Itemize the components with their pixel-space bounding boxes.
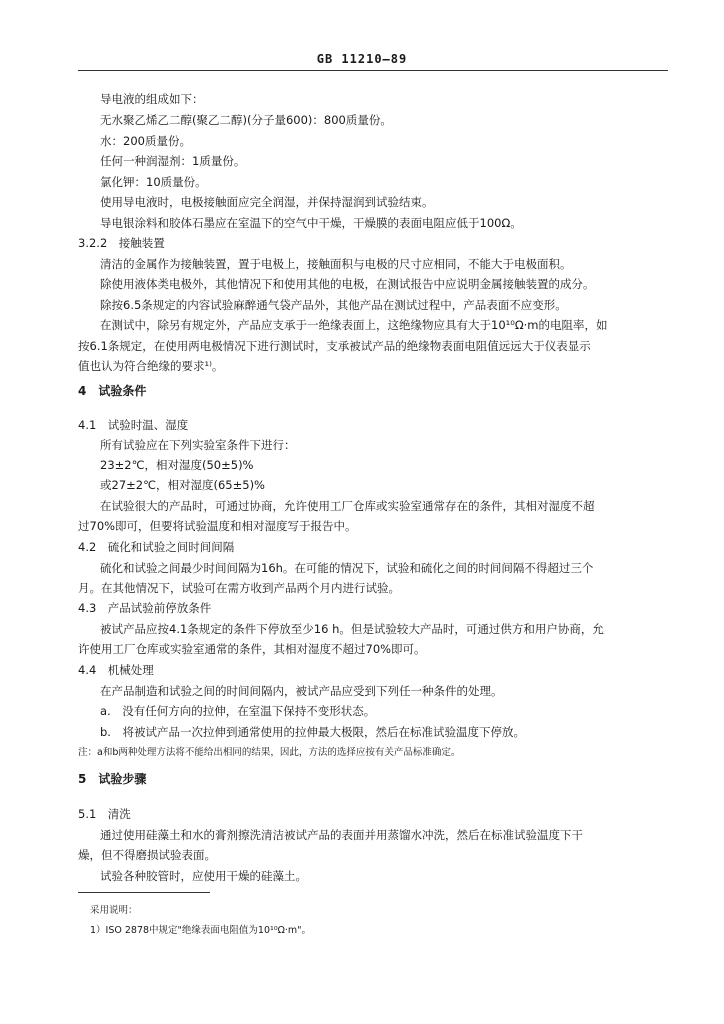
section-heading: 5 试验步骤 xyxy=(78,772,147,786)
text-line: 水：200质量份。 xyxy=(100,134,191,148)
text-line: 月。在其他情况下，试验可在需方收到产品两个月内进行试验。 xyxy=(78,581,400,595)
text-line: 清洁的金属作为接触装置，置于电极上，接触面积与电极的尺寸应相同，不能大于电极面积。 xyxy=(100,257,572,271)
text-line: 或27±2℃，相对湿度(65±5)% xyxy=(100,478,265,492)
text-line: 许使用工厂仓库或实验室通常的条件，其相对湿度不超过70%即可。 xyxy=(78,642,426,656)
subsection-heading: 4.3 产品试验前停放条件 xyxy=(78,601,212,615)
note-text: 注：a和b两种处理方法将不能给出相同的结果，因此，方法的选择应按有关产品标准确定。 xyxy=(78,747,461,758)
text-line: 除使用液体类电极外，其他情况下和使用其他的电极，在测试报告中应说明金属接触装置的成分。 xyxy=(100,277,595,291)
footnote-title: 采用说明： xyxy=(90,905,138,916)
text-line: 使用导电液时，电极接触面应完全润湿，并保持湿润到试验结束。 xyxy=(100,195,434,209)
standard-code-header: GB 11210—89 xyxy=(316,52,408,66)
subsection-heading: 4.2 硫化和试验之间时间间隔 xyxy=(78,540,235,554)
text-line: 导电银涂料和胶体石墨应在室温下的空气中干燥，干燥膜的表面电阻应低于100Ω。 xyxy=(100,216,522,230)
text-line: 按6.1条规定，在使用两电极情况下进行测试时，支承被试产品的绝缘物表面电阻值远远大于仪表显示 xyxy=(78,339,591,353)
text-line: 所有试验应在下列实验室条件下进行： xyxy=(100,438,296,452)
list-item: b. 将被试产品一次拉伸到通常使用的拉伸最大极限，然后在标准试验温度下停放。 xyxy=(100,725,525,739)
list-item: a. 没有任何方向的拉伸，在室温下保持不变形状态。 xyxy=(100,704,376,718)
text-line: 通过使用硅藻土和水的膏剂擦洗清洁被试产品的表面并用蒸馏水冲洗，然后在标准试验温度下干 xyxy=(100,828,583,842)
text-line: 无水聚乙烯乙二醇(聚乙二醇)(分子量600)：800质量份。 xyxy=(100,113,392,127)
section-heading: 4 试验条件 xyxy=(78,384,147,398)
subsection-heading: 4.1 试验时温、湿度 xyxy=(78,418,189,432)
text-line: 在产品制造和试验之间的时间间隔内，被试产品应受到下列任一种条件的处理。 xyxy=(100,684,503,698)
text-line: 任何一种润湿剂：1质量份。 xyxy=(100,154,246,168)
text-line: 在测试中，除另有规定外，产品应支承于一绝缘表面上，这绝缘物应具有大于10¹⁰Ω·m的电阻率，如 xyxy=(100,318,608,332)
text-line: 23±2℃，相对湿度(50±5)% xyxy=(100,458,254,472)
text-line: 过70%即可，但要将试验温度和相对湿度写于报告中。 xyxy=(78,519,357,533)
text-line: 燥，但不得磨损试验表面。 xyxy=(78,848,216,862)
subsection-heading: 5.1 清洗 xyxy=(78,807,131,821)
subsection-heading: 4.4 机械处理 xyxy=(78,663,154,677)
text-line: 氯化钾：10质量份。 xyxy=(100,175,207,189)
text-line: 除按6.5条规定的内容试验麻醉通气袋产品外，其他产品在测试过程中，产品表面不应变形。 xyxy=(100,298,567,312)
subsection-heading: 3.2.2 接触装置 xyxy=(78,236,165,250)
text-line: 值也认为符合绝缘的要求¹⁾。 xyxy=(78,359,224,373)
text-line: 试验各种胶管时，应使用干燥的硅藻土。 xyxy=(100,869,307,883)
text-line: 在试验很大的产品时，可通过协商，允许使用工厂仓库或实验室通常存在的条件，其相对湿度不超 xyxy=(100,499,595,513)
text-line: 导电液的组成如下： xyxy=(100,92,204,106)
footnote-rule xyxy=(78,892,210,893)
text-line: 硫化和试验之间最少时间间隔为16h。在可能的情况下，试验和硫化之间的时间间隔不得超过三个 xyxy=(100,561,594,575)
footnote-text: 1）ISO 2878中规定"绝缘表面电阻值为10¹⁰Ω·m"。 xyxy=(90,925,312,936)
header-rule xyxy=(78,70,668,71)
text-line: 被试产品应按4.1条规定的条件下停放至少16 h。但是试验较大产品时，可通过供方和用户协商，允 xyxy=(100,622,604,636)
